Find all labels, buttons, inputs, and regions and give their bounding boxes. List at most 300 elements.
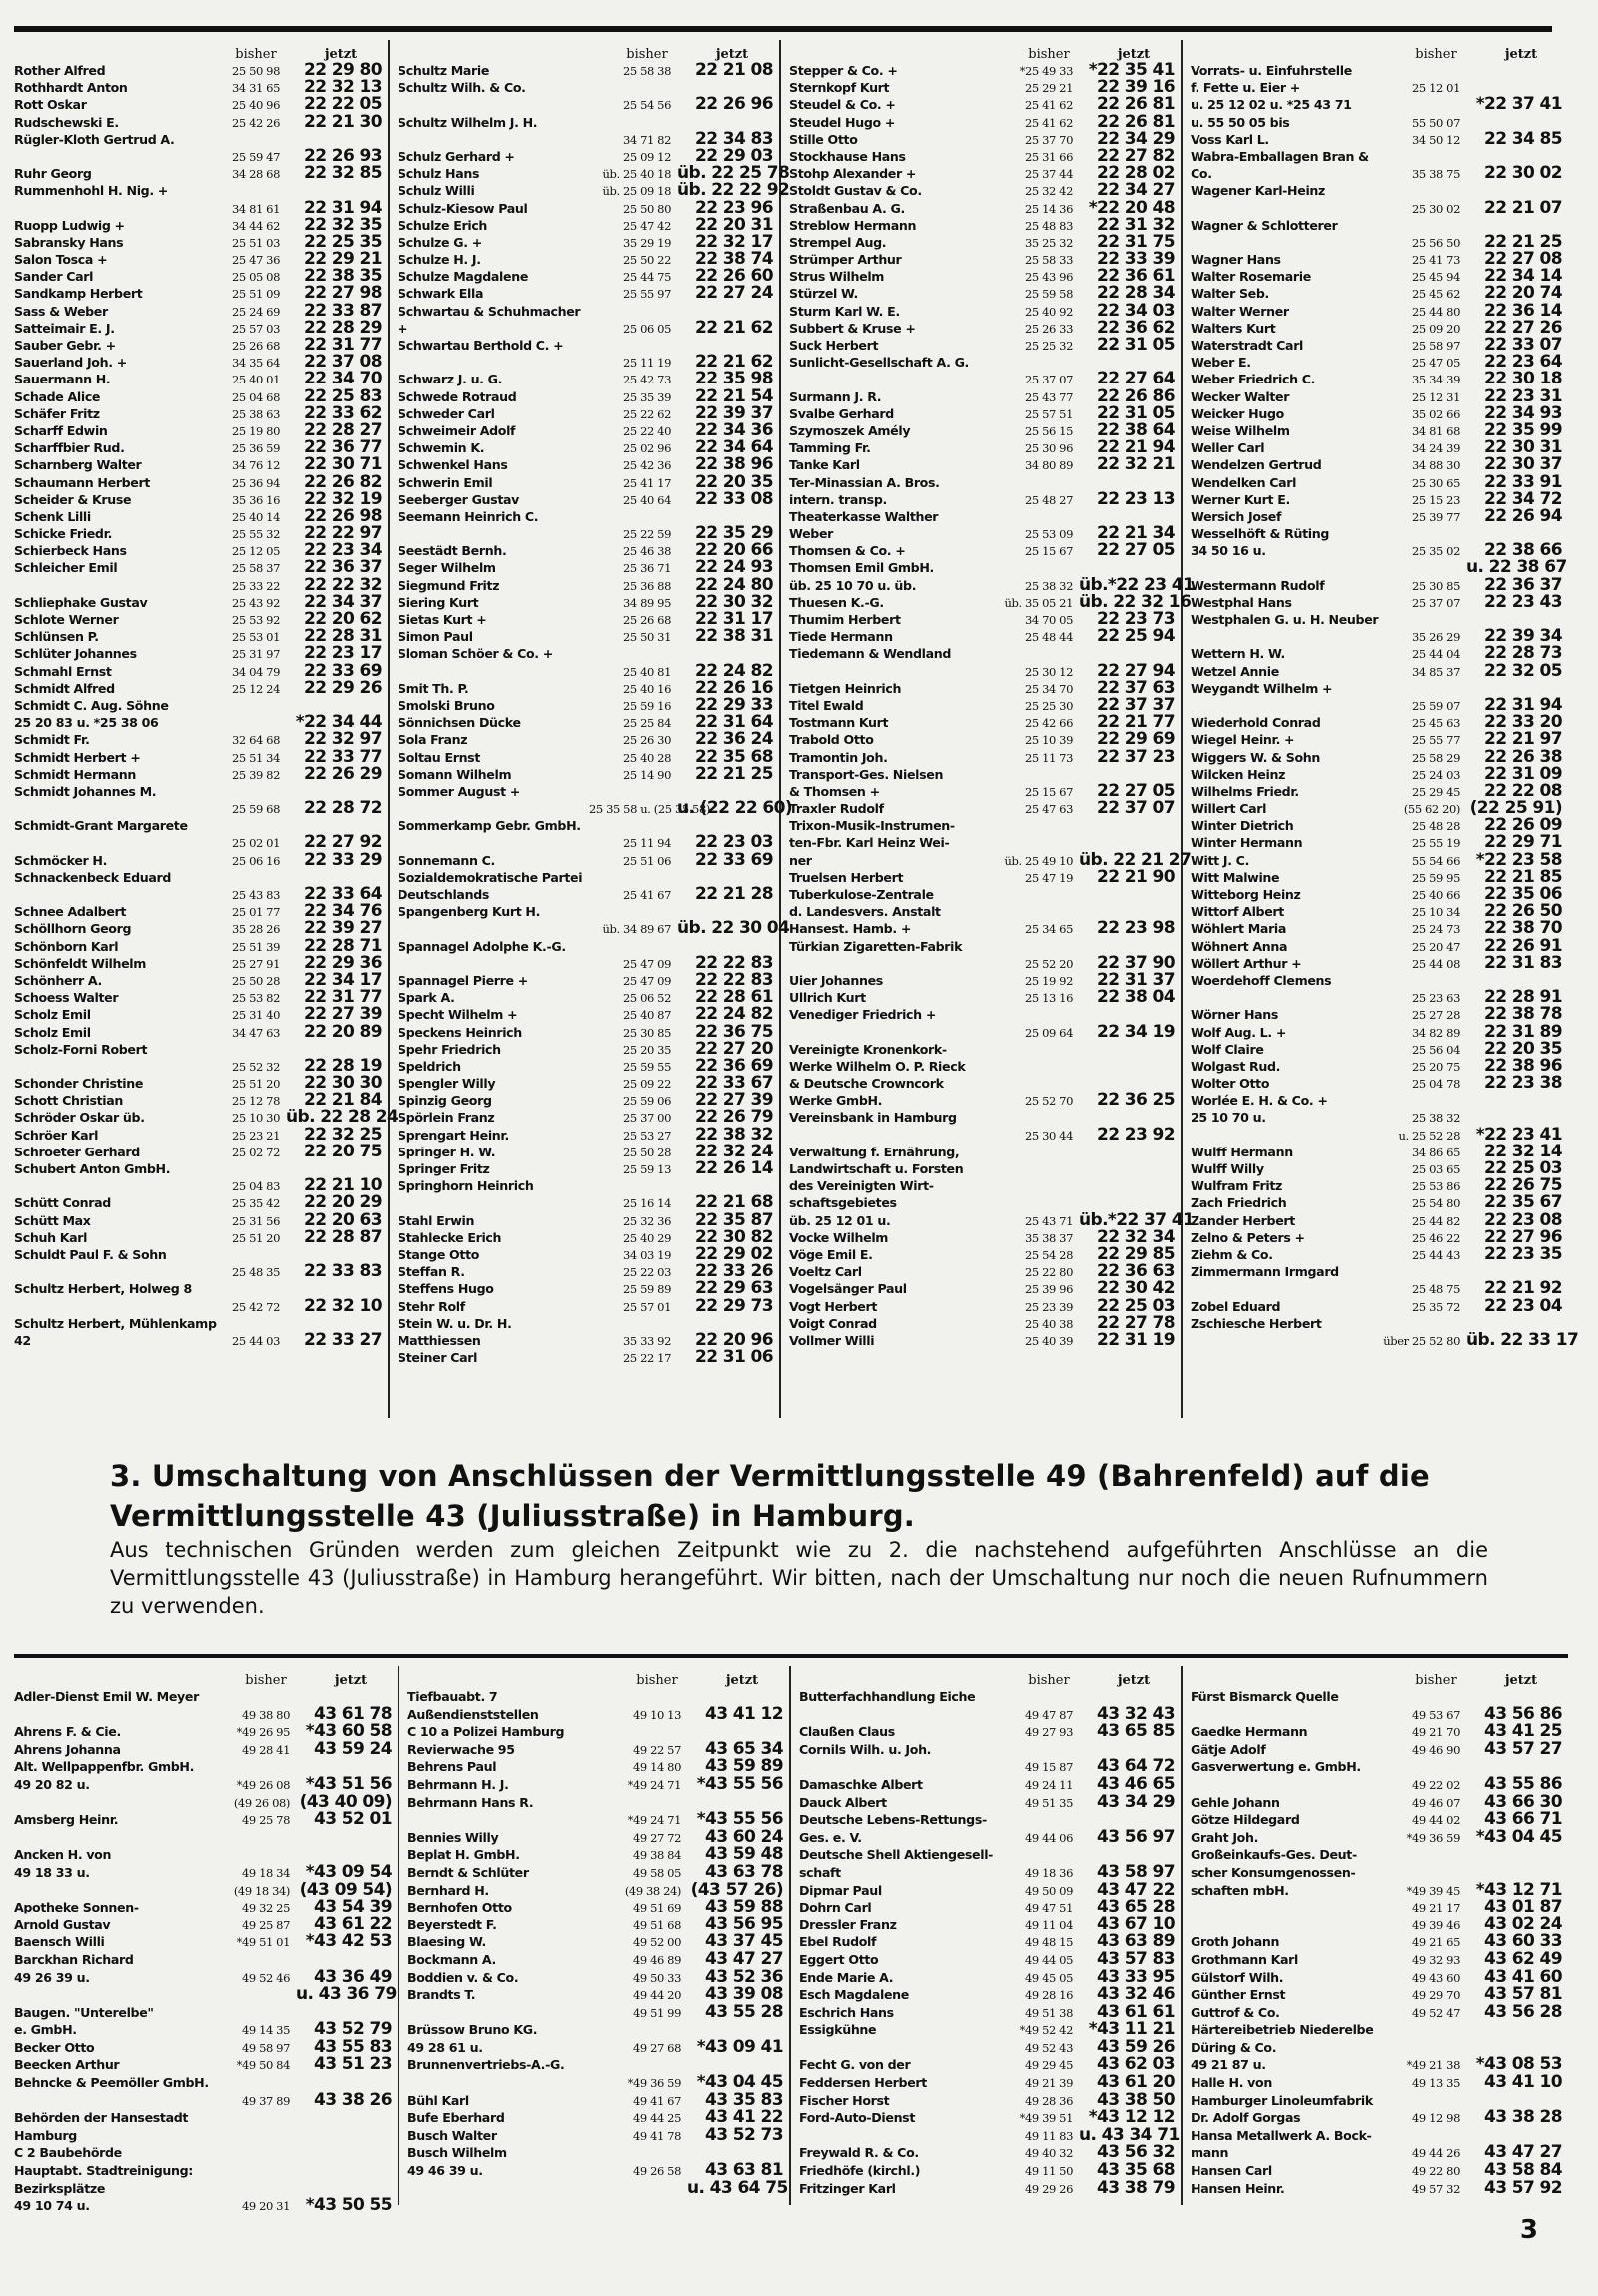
old-number: 25 42 66 bbox=[1024, 716, 1073, 731]
list-item bbox=[789, 989, 1181, 1006]
new-number: 22 23 31 bbox=[1483, 385, 1562, 406]
list-item bbox=[398, 96, 779, 113]
new-number: 43 66 71 bbox=[1483, 1809, 1562, 1830]
new-number: 22 21 68 bbox=[694, 1192, 773, 1213]
old-number: 25 53 01 bbox=[231, 630, 280, 645]
new-number: 22 37 08 bbox=[303, 352, 382, 373]
old-number: 25 51 34 bbox=[231, 750, 280, 765]
entry-name: Westphalen G. u. H. Neuber bbox=[1191, 612, 1379, 627]
old-number: 55 50 07 bbox=[1411, 115, 1460, 130]
old-number: 25 10 34 bbox=[1411, 905, 1460, 920]
entry-name: Fritzinger Karl bbox=[799, 2180, 896, 2196]
old-number: 25 50 28 bbox=[231, 973, 280, 988]
entry-name: Eschrich Hans bbox=[799, 2004, 894, 2020]
new-number: u. 43 34 71 bbox=[1079, 2124, 1180, 2145]
old-number: üb. 25 09 18 bbox=[602, 184, 671, 199]
old-number: *49 36 59 bbox=[1406, 1830, 1460, 1845]
entry-name: Schultz Wilhelm J. H. bbox=[398, 114, 538, 130]
old-number: 34 50 12 bbox=[1411, 132, 1460, 147]
old-number: 25 46 22 bbox=[1411, 1230, 1460, 1245]
old-number: 25 11 19 bbox=[622, 356, 671, 371]
old-number: *49 36 59 bbox=[627, 2076, 681, 2091]
entry-name: Steffan R. bbox=[398, 1264, 465, 1280]
old-number: 25 31 40 bbox=[231, 1008, 280, 1023]
entry-name: Specht Wilhelm + bbox=[398, 1007, 518, 1023]
old-number: 25 42 72 bbox=[231, 1299, 280, 1314]
old-number: 34 82 89 bbox=[1411, 1025, 1460, 1040]
old-number: 25 30 85 bbox=[1411, 578, 1460, 593]
new-number: 22 22 83 bbox=[694, 952, 773, 973]
entry-name: Schwartau & Schuhmacher bbox=[398, 303, 581, 319]
new-number: 43 61 78 bbox=[313, 1703, 392, 1724]
list-item bbox=[398, 628, 779, 645]
section-3-column-1 bbox=[14, 1666, 400, 2216]
old-number: 49 44 06 bbox=[1024, 1830, 1073, 1845]
new-number: 22 31 75 bbox=[1096, 231, 1175, 252]
entry-name: Rothhardt Anton bbox=[14, 80, 128, 96]
entry-name: Weber bbox=[789, 526, 834, 542]
new-number: 22 33 07 bbox=[1483, 335, 1562, 355]
entry-name: Strempel Aug. bbox=[789, 234, 887, 250]
old-number: 49 28 16 bbox=[1024, 1988, 1073, 2003]
entry-name: Schonder Christine bbox=[14, 1076, 144, 1092]
entry-name: Schuldt Paul F. & Sohn bbox=[14, 1246, 167, 1262]
new-number: 43 52 36 bbox=[704, 1966, 783, 1987]
entry-name: Steiner Carl bbox=[398, 1350, 478, 1366]
new-number: 22 36 37 bbox=[1483, 574, 1562, 595]
entry-name: Schulze G. + bbox=[398, 234, 482, 250]
old-number: 25 33 22 bbox=[231, 578, 280, 593]
entry-name: Somann Wilhelm bbox=[398, 766, 512, 782]
new-number: 22 21 08 bbox=[694, 60, 773, 80]
entry-name: Schäfer Fritz bbox=[14, 405, 100, 421]
entry-name: Truelsen Herbert bbox=[789, 869, 904, 885]
new-number: 22 27 78 bbox=[1096, 1312, 1175, 1333]
entry-name: Scharnberg Walter bbox=[14, 457, 142, 473]
new-number: *43 55 56 bbox=[696, 1809, 783, 1830]
old-number: 49 46 89 bbox=[632, 1952, 681, 1967]
old-number: 25 05 08 bbox=[231, 270, 280, 285]
entry-name: Ruopp Ludwig + bbox=[14, 217, 125, 233]
new-number: *22 37 41 bbox=[1475, 94, 1562, 115]
list-item bbox=[14, 2109, 398, 2127]
old-number: *49 52 42 bbox=[1019, 2023, 1073, 2038]
old-number: 25 37 07 bbox=[1411, 595, 1460, 610]
entry-name: Brüssow Bruno KG. bbox=[407, 2022, 538, 2038]
entry-name: Hansen Carl bbox=[1191, 2163, 1272, 2179]
new-number: 22 31 77 bbox=[303, 987, 382, 1008]
old-number: 25 55 77 bbox=[1411, 733, 1460, 748]
new-number: 22 30 18 bbox=[1483, 369, 1562, 389]
list-item bbox=[789, 746, 1181, 767]
old-number: u. 25 52 28 bbox=[1398, 1128, 1460, 1143]
entry-name: Wiegel Heinr. + bbox=[1191, 732, 1295, 748]
entry-name: Weller Carl bbox=[1191, 440, 1265, 456]
new-number: 22 38 32 bbox=[694, 1124, 773, 1145]
list-item bbox=[1191, 591, 1568, 612]
new-number: 22 38 66 bbox=[1483, 540, 1562, 561]
entry-name: Sonnemann C. bbox=[398, 852, 495, 868]
old-number: (55 62 20) bbox=[1403, 802, 1460, 817]
new-number: 22 31 19 bbox=[1096, 1329, 1175, 1350]
old-number: 25 42 26 bbox=[231, 115, 280, 130]
entry-name: Boddien v. & Co. bbox=[407, 1969, 519, 1985]
old-number: 25 38 32 bbox=[1024, 578, 1073, 593]
list-item bbox=[1191, 2001, 1568, 2022]
new-number: 22 28 02 bbox=[1096, 163, 1175, 184]
old-number: 49 11 50 bbox=[1024, 2164, 1073, 2179]
entry-name: Scholz Emil bbox=[14, 1024, 91, 1040]
list-item bbox=[789, 1021, 1181, 1042]
new-number: 22 24 82 bbox=[694, 1004, 773, 1025]
list-item bbox=[14, 456, 388, 473]
entry-name: Schroeter Gerhard bbox=[14, 1144, 140, 1159]
section-1-column-3 bbox=[789, 40, 1195, 1418]
new-number: 22 36 62 bbox=[1096, 317, 1175, 338]
entry-name: 49 21 87 u. bbox=[1191, 2057, 1266, 2073]
new-number: 43 65 85 bbox=[1096, 1721, 1175, 1742]
list-item bbox=[398, 1349, 779, 1366]
old-number: 25 09 20 bbox=[1411, 321, 1460, 336]
entry-name: Schultz Marie bbox=[398, 63, 490, 78]
list-item bbox=[1191, 456, 1568, 473]
new-number: 22 25 03 bbox=[1483, 1158, 1562, 1178]
old-number: 25 04 83 bbox=[231, 1179, 280, 1194]
new-number: 43 63 78 bbox=[704, 1861, 783, 1882]
entry-name: Witt J. C. bbox=[1191, 852, 1250, 868]
new-number: 43 38 50 bbox=[1096, 2089, 1175, 2110]
list-item bbox=[789, 920, 1181, 937]
entry-name: Weicker Hugo bbox=[1191, 405, 1284, 421]
old-number: 25 59 58 bbox=[1024, 287, 1073, 302]
entry-name: Schwartau Berthold C. + bbox=[398, 338, 564, 353]
entry-list bbox=[1191, 1688, 1568, 2197]
new-number: 22 34 14 bbox=[1483, 266, 1562, 287]
new-number: üb. 22 28 24 bbox=[286, 1107, 399, 1128]
old-number: 25 50 28 bbox=[622, 1145, 671, 1159]
page-number: 3 bbox=[1519, 2215, 1538, 2245]
old-number: 49 44 05 bbox=[1024, 1952, 1073, 1967]
list-item bbox=[14, 1738, 398, 1759]
old-number: 25 35 42 bbox=[231, 1196, 280, 1211]
entry-name: intern. transp. bbox=[789, 491, 887, 507]
old-number: 25 03 65 bbox=[1411, 1162, 1460, 1176]
old-number: 25 44 08 bbox=[1411, 956, 1460, 971]
entry-name: Zelno & Peters + bbox=[1191, 1229, 1305, 1245]
new-number: 22 38 96 bbox=[694, 454, 773, 475]
old-number: 25 31 66 bbox=[1024, 149, 1073, 164]
list-item bbox=[14, 2089, 398, 2110]
old-number: 49 21 17 bbox=[1411, 1901, 1460, 1915]
new-number: 43 59 89 bbox=[704, 1756, 783, 1777]
entry-name: & Deutsche Crowncork bbox=[789, 1076, 944, 1092]
old-number: 25 40 39 bbox=[1024, 1333, 1073, 1348]
list-item bbox=[789, 1006, 1181, 1023]
new-number: 22 26 60 bbox=[694, 266, 773, 287]
entry-name: Alt. Wellpappenfbr. GmbH. bbox=[14, 1759, 195, 1775]
entry-name: Springer H. W. bbox=[398, 1144, 496, 1159]
old-number: 25 20 47 bbox=[1411, 939, 1460, 954]
old-number: 49 22 02 bbox=[1411, 1777, 1460, 1792]
entry-name: Siering Kurt bbox=[398, 594, 479, 610]
new-number: 22 26 50 bbox=[1483, 901, 1562, 922]
column-header bbox=[1191, 40, 1568, 62]
new-number: 22 35 98 bbox=[694, 369, 773, 389]
old-number: 25 41 73 bbox=[1411, 253, 1460, 268]
list-item bbox=[14, 1773, 398, 1794]
new-number: 22 33 91 bbox=[1483, 471, 1562, 492]
old-number: 25 31 97 bbox=[231, 647, 280, 662]
new-number: 22 32 85 bbox=[303, 163, 382, 184]
new-number: 22 30 82 bbox=[694, 1226, 773, 1247]
new-number: 22 24 82 bbox=[694, 660, 773, 681]
new-number: 43 64 72 bbox=[1096, 1756, 1175, 1777]
new-number: 43 60 33 bbox=[1483, 1931, 1562, 1952]
old-number: *49 51 01 bbox=[236, 1935, 290, 1950]
new-number: 43 61 20 bbox=[1096, 2072, 1175, 2093]
old-number: 25 22 17 bbox=[622, 1351, 671, 1366]
entry-name: Schulz Willi bbox=[398, 183, 475, 199]
entry-name: Spark A. bbox=[398, 990, 455, 1006]
list-item bbox=[1191, 197, 1568, 218]
new-number: 22 33 62 bbox=[303, 402, 382, 423]
old-number: 25 35 02 bbox=[1411, 544, 1460, 559]
old-number: 25 26 30 bbox=[622, 733, 671, 748]
new-number: 43 54 39 bbox=[313, 1897, 392, 1917]
old-number: 35 28 26 bbox=[231, 922, 280, 937]
entry-name: Werke GmbH. bbox=[789, 1093, 883, 1109]
entry-name: Voss Karl L. bbox=[1191, 131, 1269, 147]
old-number: 25 40 01 bbox=[231, 373, 280, 387]
old-number: 25 48 27 bbox=[1024, 492, 1073, 507]
new-number: 22 27 82 bbox=[1096, 145, 1175, 166]
entry-name: 34 50 16 u. bbox=[1191, 543, 1266, 559]
entry-name: Götze Hildegard bbox=[1191, 1812, 1300, 1828]
entry-name: Schwerin Emil bbox=[398, 474, 493, 490]
entry-name: Ziehm & Co. bbox=[1191, 1246, 1273, 1262]
new-number: 22 34 37 bbox=[303, 591, 382, 612]
new-number: 22 29 80 bbox=[303, 60, 382, 80]
entry-name: 49 10 74 u. bbox=[14, 2198, 90, 2214]
old-number: 34 31 65 bbox=[231, 81, 280, 96]
entry-name: Gasverwertung e. GmbH. bbox=[1191, 1759, 1361, 1775]
list-item bbox=[398, 285, 779, 302]
entry-name: Schmidt Fr. bbox=[14, 732, 90, 748]
list-item bbox=[1191, 1773, 1568, 1794]
list-item bbox=[789, 542, 1181, 559]
new-number: 22 32 35 bbox=[303, 214, 382, 235]
list-item bbox=[14, 1829, 398, 1847]
old-number: 49 51 68 bbox=[632, 1917, 681, 1932]
entry-name: Blaesing W. bbox=[407, 1934, 486, 1950]
entry-name: Schütt Conrad bbox=[14, 1195, 111, 1211]
new-number: 22 37 90 bbox=[1096, 952, 1175, 973]
old-number: 25 40 87 bbox=[622, 1008, 671, 1023]
old-number: *49 24 71 bbox=[627, 1813, 681, 1828]
entry-name: Rother Alfred bbox=[14, 63, 106, 78]
old-number: üb. 34 89 67 bbox=[602, 922, 671, 937]
old-number: 25 10 30 bbox=[231, 1111, 280, 1126]
new-number: 22 34 85 bbox=[1483, 128, 1562, 149]
new-number: 22 22 05 bbox=[303, 94, 382, 115]
list-item bbox=[1191, 952, 1568, 973]
entry-name: Strümper Arthur bbox=[789, 252, 902, 268]
entry-name: u. 55 50 05 bis bbox=[1191, 114, 1290, 130]
new-number: *43 12 71 bbox=[1475, 1879, 1562, 1900]
entry-name: Svalbe Gerhard bbox=[789, 405, 894, 421]
old-number: 25 59 06 bbox=[622, 1094, 671, 1109]
old-number: 25 40 81 bbox=[622, 664, 671, 679]
entry-name: Arnold Gustav bbox=[14, 1916, 111, 1932]
new-number: 43 33 95 bbox=[1096, 1966, 1175, 1987]
new-number: 22 27 05 bbox=[1096, 540, 1175, 561]
entry-name: Dr. Adolf Gorgas bbox=[1191, 2110, 1301, 2126]
new-number: 22 26 94 bbox=[1483, 505, 1562, 526]
entry-name: Tiedemann & Wendland bbox=[789, 646, 952, 662]
entry-name: Wendelken Carl bbox=[1191, 474, 1297, 490]
entry-name: Vereinsbank in Hamburg bbox=[789, 1110, 957, 1126]
old-number: 25 11 94 bbox=[622, 836, 671, 851]
new-number: 22 26 75 bbox=[1483, 1175, 1562, 1196]
entry-list bbox=[799, 1688, 1181, 2197]
new-number: 22 22 32 bbox=[303, 574, 382, 595]
entry-name: Behrmann H. J. bbox=[407, 1776, 509, 1792]
new-number: 22 21 07 bbox=[1483, 197, 1562, 218]
new-number: 22 31 05 bbox=[1096, 335, 1175, 355]
new-number: *22 23 41 bbox=[1475, 1124, 1562, 1145]
entry-name: Deutsche Shell Aktiengesell- bbox=[799, 1847, 994, 1863]
new-number: 22 31 89 bbox=[1483, 1021, 1562, 1042]
old-number: 25 53 92 bbox=[231, 613, 280, 627]
new-number: 22 39 34 bbox=[1483, 626, 1562, 647]
new-number: 43 41 22 bbox=[704, 2107, 783, 2128]
new-number: 43 56 86 bbox=[1483, 1703, 1562, 1724]
old-number: 25 40 29 bbox=[622, 1230, 671, 1245]
entry-name: Ges. e. V. bbox=[799, 1829, 862, 1845]
entry-name: Speckens Heinrich bbox=[398, 1024, 522, 1040]
entry-name: Schenk Lilli bbox=[14, 508, 91, 524]
new-number: 22 27 64 bbox=[1096, 369, 1175, 389]
new-number: 22 20 63 bbox=[303, 1209, 382, 1230]
entry-name: Smit Th. P. bbox=[398, 680, 469, 696]
entry-name: Seestädt Bernh. bbox=[398, 543, 507, 559]
list-item bbox=[1191, 96, 1568, 113]
entry-name: Düring & Co. bbox=[1191, 2039, 1277, 2055]
entry-name: Soltau Ernst bbox=[398, 749, 481, 765]
new-number: 43 57 27 bbox=[1483, 1738, 1562, 1759]
new-number: 22 29 85 bbox=[1096, 1243, 1175, 1264]
list-item bbox=[1191, 1075, 1568, 1092]
old-number: 49 14 35 bbox=[241, 2023, 290, 2038]
old-number: 49 52 47 bbox=[1411, 2005, 1460, 2020]
new-number: 22 32 34 bbox=[1096, 1226, 1175, 1247]
entry-name: Wörner Hans bbox=[1191, 1007, 1279, 1023]
list-item bbox=[799, 1861, 1181, 1882]
new-number: 22 34 76 bbox=[303, 901, 382, 922]
list-item bbox=[789, 800, 1181, 817]
old-number: 25 22 62 bbox=[622, 406, 671, 421]
list-item bbox=[398, 180, 790, 201]
old-number: 49 51 99 bbox=[632, 2005, 681, 2020]
list-item bbox=[789, 182, 1181, 199]
old-number: 25 02 01 bbox=[231, 836, 280, 851]
old-number: 25 50 22 bbox=[622, 253, 671, 268]
list-item bbox=[14, 2197, 398, 2215]
list-item bbox=[1191, 1280, 1568, 1297]
old-number: 49 20 31 bbox=[241, 2199, 290, 2214]
entry-name: Hansa Metallwerk A. Bock- bbox=[1191, 2127, 1372, 2143]
old-number: 25 55 32 bbox=[231, 527, 280, 542]
list-item bbox=[14, 1986, 398, 2004]
old-number: *49 39 45 bbox=[1406, 1883, 1460, 1898]
old-number: 49 28 41 bbox=[241, 1742, 290, 1757]
entry-name: Becker Otto bbox=[14, 2039, 95, 2055]
new-number: *22 34 44 bbox=[295, 712, 382, 733]
new-number: üb. 22 21 27 bbox=[1079, 849, 1192, 870]
entry-name: Schultz Herbert, Mühlenkamp bbox=[14, 1315, 217, 1331]
new-number: 22 28 29 bbox=[303, 317, 382, 338]
old-number: 25 26 68 bbox=[622, 613, 671, 627]
new-number: 22 31 94 bbox=[303, 197, 382, 218]
entry-name: Weygandt Wilhelm + bbox=[1191, 680, 1333, 696]
entry-name: Dressler Franz bbox=[799, 1916, 897, 1932]
new-number: *22 20 48 bbox=[1088, 197, 1175, 218]
new-number: 22 34 64 bbox=[694, 437, 773, 458]
old-number: 25 30 65 bbox=[1411, 475, 1460, 490]
old-number: 25 43 96 bbox=[1024, 270, 1073, 285]
entry-name: Wilhelms Friedr. bbox=[1191, 783, 1299, 799]
entry-name: Vocke Wilhelm bbox=[789, 1229, 889, 1245]
entry-name: Voeltz Carl bbox=[789, 1264, 862, 1280]
old-number: 25 57 01 bbox=[622, 1299, 671, 1314]
list-item bbox=[1191, 182, 1568, 199]
old-number: 25 22 59 bbox=[622, 527, 671, 542]
old-number: 25 51 03 bbox=[231, 235, 280, 250]
entry-name: Gaedke Hermann bbox=[1191, 1724, 1308, 1740]
old-number: 25 57 03 bbox=[231, 321, 280, 336]
entry-name: Damaschke Albert bbox=[799, 1776, 923, 1792]
list-item bbox=[789, 628, 1181, 645]
entry-name: Thomsen Emil GmbH. bbox=[789, 560, 934, 576]
new-number: 43 61 22 bbox=[313, 1913, 392, 1934]
old-number: 25 20 35 bbox=[622, 1042, 671, 1057]
new-number: 22 26 38 bbox=[1483, 746, 1562, 767]
entry-name: Schaumann Herbert bbox=[14, 474, 151, 490]
new-number: 22 27 20 bbox=[694, 1038, 773, 1059]
new-number: 22 30 42 bbox=[1096, 1278, 1175, 1299]
new-number: 22 29 02 bbox=[694, 1243, 773, 1264]
entry-name: Wolf Aug. L. + bbox=[1191, 1024, 1287, 1040]
new-number: 22 23 35 bbox=[1483, 1243, 1562, 1264]
entry-list bbox=[14, 60, 399, 1350]
entry-name: Schoess Walter bbox=[14, 990, 119, 1006]
new-number: 43 38 26 bbox=[313, 2089, 392, 2110]
old-number: 25 06 52 bbox=[622, 991, 671, 1006]
old-number: 25 36 88 bbox=[622, 578, 671, 593]
new-number: 43 41 10 bbox=[1483, 2072, 1562, 2093]
old-number: 49 44 26 bbox=[1411, 2146, 1460, 2161]
entry-name: Seeberger Gustav bbox=[398, 491, 519, 507]
entry-name: Schmidt Herbert + bbox=[14, 749, 141, 765]
entry-name: Spinzig Georg bbox=[398, 1093, 492, 1109]
list-item bbox=[14, 1006, 388, 1023]
entry-name: Streblow Hermann bbox=[789, 217, 917, 233]
old-number: 49 18 36 bbox=[1024, 1865, 1073, 1880]
list-item bbox=[398, 849, 779, 870]
old-number: 25 15 67 bbox=[1024, 544, 1073, 559]
entry-name: Berndt & Schlüter bbox=[407, 1864, 529, 1880]
list-item bbox=[14, 731, 388, 748]
